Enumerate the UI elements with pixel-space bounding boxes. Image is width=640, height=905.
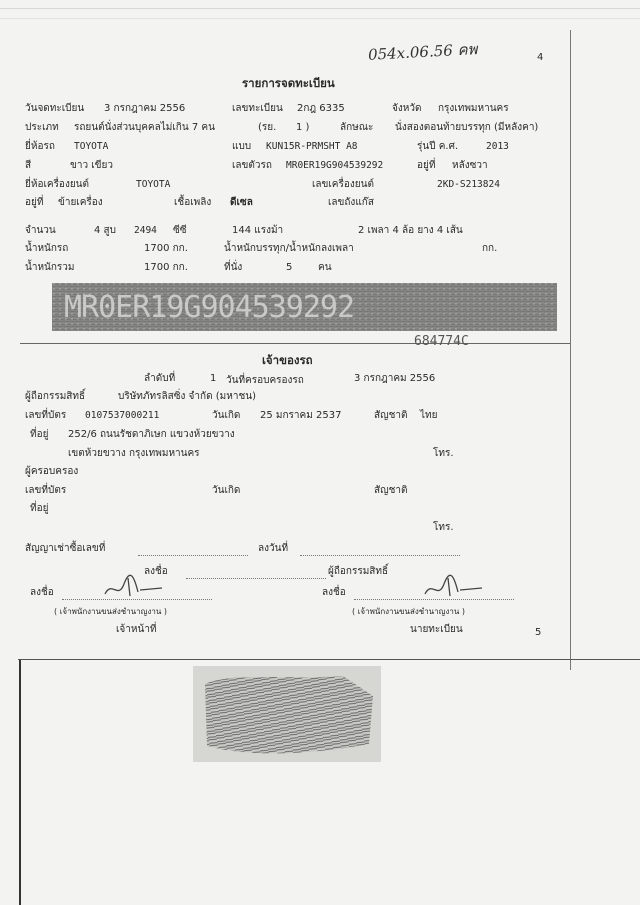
holder-value: บริษัทภัทรลิสซิ่ง จำกัด (มหาชน) (118, 391, 256, 402)
possess-date-label: วันที่ครอบครองรถ (226, 375, 304, 386)
year-label: รุ่นปี ค.ศ. (417, 141, 459, 152)
province-value: กรุงเทพมหานคร (438, 103, 509, 114)
sequence-label: ลำดับที่ (144, 373, 176, 384)
possess-date-value: 3 กรกฎาคม 2556 (354, 373, 436, 384)
address2-label: ที่อยู่ (30, 503, 49, 514)
gross-weight-label: น้ำหนักรวม (25, 262, 75, 273)
birth2-label: วันเกิด (212, 485, 241, 496)
address-label: ที่อยู่ (30, 429, 49, 440)
engine-location-label: อยู่ที่ (25, 197, 44, 208)
cylinder-value: 4 สูบ (94, 225, 116, 236)
seats-unit: คน (318, 262, 332, 273)
plate-value: 2กฎ 6335 (297, 103, 345, 114)
load-unit: กก. (482, 243, 498, 254)
engine-number-value: 2KD-S213824 (437, 179, 500, 190)
registrar-signature (420, 572, 490, 602)
partial-number: 684774C (414, 334, 469, 349)
page-number-top: 4 (537, 52, 544, 63)
style-value: นั่งสองตอนท้ายบรรทุก (มีหลังคา) (395, 122, 539, 133)
color-value: ขาว เขียว (70, 160, 113, 171)
left-margin-line (19, 660, 21, 905)
nationality-label: สัญชาติ (374, 410, 408, 421)
color-label: สี (25, 160, 32, 171)
date-value: 3 กรกฎาคม 2556 (104, 103, 186, 114)
weight-value: 1700 กก. (144, 243, 188, 254)
gross-weight-value: 1700 กก. (144, 262, 188, 273)
model-label: แบบ (232, 141, 252, 152)
type-value: รถยนต์นั่งส่วนบุคคลไม่เกิน 7 คน (74, 122, 215, 133)
ror-value: 1 ) (296, 122, 310, 133)
engine-brand-value: TOYOTA (136, 179, 171, 190)
model-value: KUN15R-PRMSHT A8 (266, 141, 358, 152)
axle-value: 2 เพลา 4 ล้อ ยาง 4 เส้น (358, 225, 463, 236)
chassis-label: เลขตัวรถ (232, 160, 272, 171)
scan-artifact-line (0, 18, 640, 19)
handwritten-reference: 054x.06.56 คพ (367, 40, 478, 64)
officer-signature (100, 572, 170, 602)
address-line-1: 252/6 ถนนรัชดาภิเษก แขวงห้วยขวาง (68, 429, 235, 440)
sign-left-label: ลงชื่อ (30, 587, 54, 598)
engine-number-label: เลขเครื่องยนต์ (312, 179, 374, 190)
province-label: จังหวัด (392, 103, 422, 114)
engine-location-value: ข้ายเครื่อง (58, 197, 103, 208)
tel2-label: โทร. (433, 522, 454, 533)
nationality-value: ไทย (420, 410, 438, 421)
fuel-label: เชื้อเพลิง (174, 197, 212, 208)
engine-rubbing (193, 666, 381, 762)
sign-left-name: ( เจ้าพนักงานขนส่งชำนาญงาน ) (54, 607, 167, 616)
id2-label: เลขที่บัตร (25, 485, 67, 496)
section-divider (20, 343, 570, 344)
chassis-value: MR0ER19G904539292 (286, 160, 384, 171)
brand-value: TOYOTA (74, 141, 109, 152)
load-label: น้ำหนักบรรทุก/น้ำหนักลงเพลา (224, 243, 354, 254)
style-label: ลักษณะ (340, 122, 374, 133)
owner-title: เจ้าของรถ (262, 353, 313, 367)
birth-label: วันเกิด (212, 410, 241, 421)
tel-label: โทร. (433, 448, 454, 459)
chassis-location-label: อยู่ที่ (417, 160, 436, 171)
weight-label: น้ำหนักรถ (25, 243, 69, 254)
scan-artifact-line (0, 8, 640, 9)
cylinder-label: จำนวน (25, 225, 56, 236)
brand-label: ยี่ห้อรถ (25, 141, 55, 152)
registrar-label: นายทะเบียน (410, 624, 463, 635)
id-label: เลขที่บัตร (25, 410, 67, 421)
rubbing-chassis-text: MR0ER19G904539292 (64, 290, 355, 325)
seats-label: ที่นั่ง (224, 262, 243, 273)
bottom-divider (18, 659, 640, 660)
lease-date-label: ลงวันที่ (258, 543, 289, 554)
officer-label: เจ้าหน้าที่ (116, 624, 157, 635)
horsepower-value: 144 แรงม้า (232, 225, 284, 236)
right-margin-line (570, 30, 571, 670)
date-label: วันจดทะเบียน (25, 103, 85, 114)
chassis-rubbing-strip (52, 283, 557, 331)
sign-right-name: ( เจ้าพนักงานขนส่งชำนาญงาน ) (352, 607, 465, 616)
gas-tank-label: เลขถังแก๊ส (328, 197, 374, 208)
fuel-value: ดีเซล (230, 197, 253, 208)
ror-label: (รย. (258, 122, 277, 133)
page-number-bottom: 5 (535, 627, 542, 638)
sign-dots (186, 578, 326, 579)
cc-label: ซีซี (173, 225, 187, 236)
engine-brand-label: ยี่ห้อเครื่องยนต์ (25, 179, 90, 190)
address-line-2: เขตห้วยขวาง กรุงเทพมหานคร (68, 448, 200, 459)
birth-value: 25 มกราคม 2537 (260, 410, 342, 421)
chassis-location-value: หลังซวา (452, 160, 488, 171)
holder-label: ผู้ถือกรรมสิทธิ์ (25, 391, 86, 402)
registration-title: รายการจดทะเบียน (242, 76, 335, 90)
cc-value: 2494 (134, 225, 157, 236)
holder-sign-label: ผู้ถือกรรมสิทธิ์ (328, 566, 389, 577)
nationality2-label: สัญชาติ (374, 485, 408, 496)
lease-label: สัญญาเช่าซื้อเลขที่ (25, 543, 106, 554)
sign-label: ลงชื่อ (144, 566, 168, 577)
sequence-value: 1 (210, 373, 217, 384)
lease-dots (138, 555, 248, 556)
type-label: ประเภท (25, 122, 59, 133)
seats-value: 5 (286, 262, 293, 273)
lease-date-dots (300, 555, 460, 556)
sign-right-label: ลงชื่อ (322, 587, 346, 598)
plate-label: เลขทะเบียน (232, 103, 283, 114)
year-value: 2013 (486, 141, 509, 152)
id-value: 0107537000211 (85, 410, 160, 421)
possessor-label: ผู้ครอบครอง (25, 466, 79, 477)
